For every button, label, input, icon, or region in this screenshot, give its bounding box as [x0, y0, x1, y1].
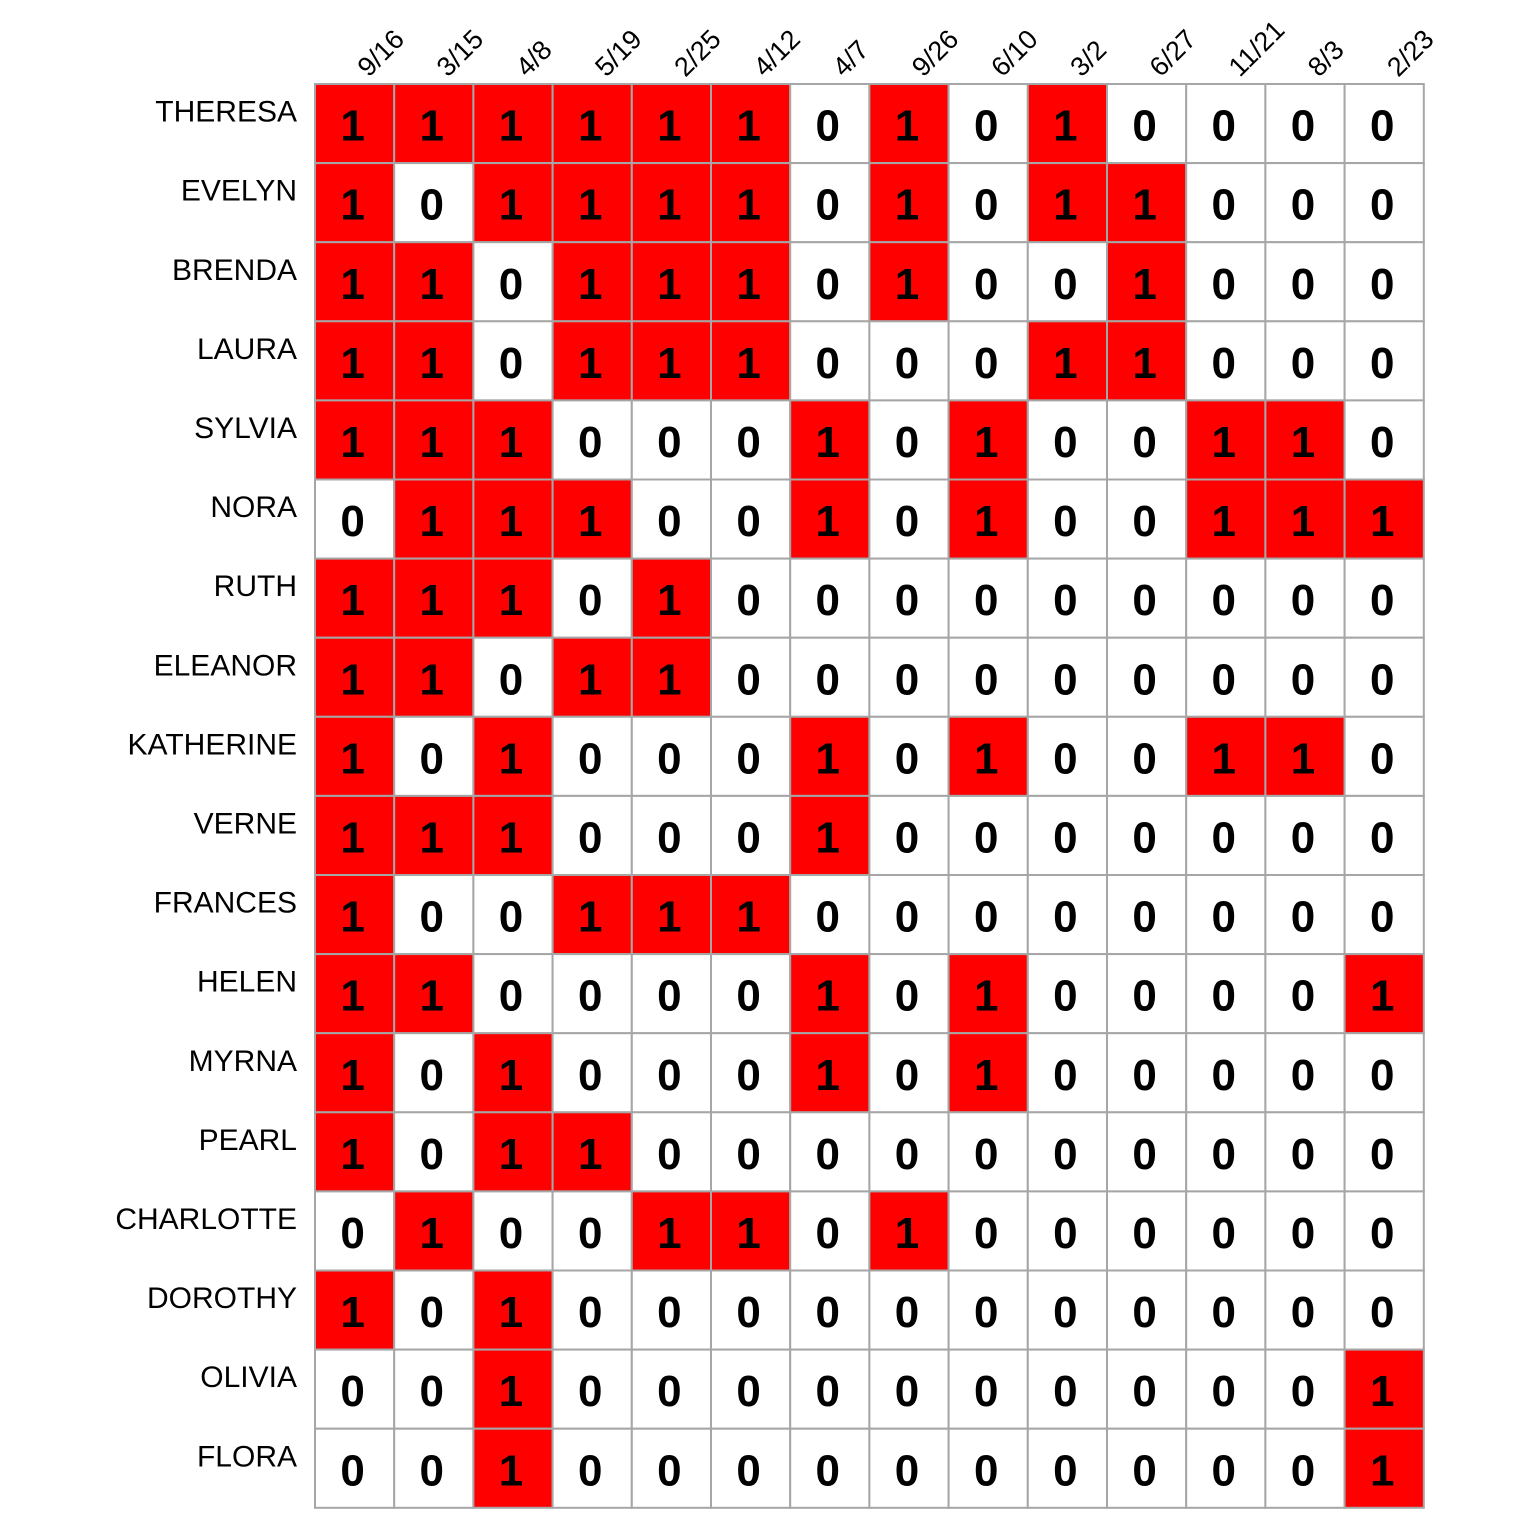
row-label: EVELYN	[180, 174, 297, 208]
column-label: 3/2	[1064, 34, 1113, 83]
cell-value: 0	[340, 1208, 365, 1258]
cell-value: 1	[340, 259, 365, 309]
cell-value: 0	[1211, 576, 1237, 626]
cell-value: 1	[577, 892, 603, 942]
cell-value: 1	[340, 655, 365, 705]
cell-value: 1	[498, 1446, 524, 1496]
row-label: NORA	[210, 491, 297, 525]
cell-value: 0	[815, 338, 841, 388]
cell-value: 0	[736, 576, 761, 626]
cell-value: 1	[736, 338, 761, 388]
cell-value: 0	[815, 1367, 841, 1417]
cell-value: 0	[1053, 734, 1078, 784]
cell-value: 1	[1369, 497, 1395, 547]
cell-value: 0	[736, 813, 761, 863]
cell-value: 0	[577, 1050, 603, 1100]
cell-value: 1	[1211, 417, 1237, 467]
cell-value: 0	[657, 1050, 682, 1100]
row-labels	[115, 96, 297, 1474]
cell-value: 0	[1053, 1367, 1078, 1417]
cell-value: 0	[1369, 1050, 1395, 1100]
cell-value: 0	[1369, 180, 1395, 230]
cell-value: 0	[815, 655, 841, 705]
cell-value: 1	[577, 180, 603, 230]
cell-value: 0	[1290, 1367, 1316, 1417]
cell-value: 1	[973, 1050, 999, 1100]
cell-value: 1	[340, 813, 365, 863]
cell-value: 0	[815, 101, 841, 151]
cell-value: 0	[1369, 1288, 1395, 1338]
cell-value: 1	[736, 259, 761, 309]
cell-value: 0	[419, 1050, 445, 1100]
row-label: PEARL	[198, 1123, 297, 1157]
cell-value: 0	[498, 892, 524, 942]
cell-value: 0	[419, 180, 445, 230]
cell-value: 0	[577, 734, 603, 784]
cell-value: 1	[419, 813, 445, 863]
cell-value: 0	[577, 1208, 603, 1258]
cell-value: 1	[1211, 497, 1237, 547]
cell-value: 1	[657, 338, 682, 388]
cell-value: 1	[498, 1129, 524, 1179]
cell-value: 1	[1053, 338, 1078, 388]
cell-value: 0	[1053, 576, 1078, 626]
cell-value: 1	[498, 417, 524, 467]
cell-value: 0	[1369, 655, 1395, 705]
column-label: 2/25	[668, 23, 727, 83]
cell-value: 1	[340, 1129, 365, 1179]
cell-value: 0	[657, 813, 682, 863]
cell-value: 1	[340, 1050, 365, 1100]
cell-value: 0	[894, 1288, 920, 1338]
cell-value: 1	[894, 101, 920, 151]
cell-value: 0	[498, 338, 524, 388]
cell-value: 0	[577, 576, 603, 626]
cell-value: 0	[1132, 892, 1157, 942]
cell-value: 0	[657, 497, 682, 547]
cell-value: 1	[736, 180, 761, 230]
cell-value: 0	[657, 1129, 682, 1179]
cell-value: 0	[1211, 892, 1237, 942]
cell-value: 0	[1211, 1208, 1237, 1258]
cell-value: 1	[419, 576, 445, 626]
cell-value: 0	[1290, 971, 1316, 1021]
cell-value: 0	[1369, 892, 1395, 942]
cell-value: 1	[577, 497, 603, 547]
cell-value: 1	[419, 338, 445, 388]
cell-value: 0	[815, 576, 841, 626]
cell-value: 0	[736, 417, 761, 467]
cell-value: 0	[736, 1367, 761, 1417]
cell-value: 1	[815, 971, 841, 1021]
cell-value: 1	[419, 655, 445, 705]
cell-value: 0	[657, 1367, 682, 1417]
column-label: 2/23	[1381, 23, 1440, 83]
cell-value: 1	[973, 417, 999, 467]
row-label: OLIVIA	[200, 1361, 297, 1395]
column-label: 4/8	[510, 34, 558, 83]
cell-value: 0	[1369, 259, 1395, 309]
cell-value: 1	[1132, 180, 1157, 230]
cell-value: 0	[657, 734, 682, 784]
cell-value: 1	[1211, 734, 1237, 784]
row-label: FLORA	[196, 1440, 297, 1474]
cell-value: 0	[577, 1367, 603, 1417]
cell-value: 0	[1132, 101, 1157, 151]
column-label: 4/7	[826, 34, 875, 83]
row-label: LAURA	[196, 332, 297, 366]
cell-value: 0	[1211, 1288, 1237, 1338]
cell-value: 0	[657, 1446, 682, 1496]
cell-value: 0	[815, 892, 841, 942]
cell-value: 0	[1290, 892, 1316, 942]
cell-value: 0	[1211, 180, 1237, 230]
cell-value: 1	[973, 497, 999, 547]
cell-value: 0	[736, 655, 761, 705]
cell-value: 0	[973, 1208, 999, 1258]
cell-value: 0	[1132, 813, 1157, 863]
cell-value: 0	[419, 734, 445, 784]
cell-value: 0	[973, 892, 999, 942]
column-label: 9/16	[351, 23, 411, 83]
cell-value: 0	[577, 813, 603, 863]
cell-value: 1	[657, 655, 682, 705]
cell-value: 1	[736, 892, 761, 942]
cell-value: 0	[894, 655, 920, 705]
cell-value: 0	[894, 576, 920, 626]
cell-value: 0	[1369, 576, 1395, 626]
cell-value: 0	[1290, 1208, 1316, 1258]
cell-value: 0	[894, 813, 920, 863]
cell-value: 1	[815, 813, 841, 863]
cell-value: 0	[1132, 1288, 1157, 1338]
cell-value: 0	[1369, 338, 1395, 388]
cell-value: 0	[1132, 1129, 1157, 1179]
cell-value: 1	[577, 259, 603, 309]
cell-value: 1	[577, 655, 603, 705]
cell-value: 1	[1132, 338, 1157, 388]
cell-value: 1	[973, 971, 999, 1021]
cell-value: 0	[736, 497, 761, 547]
cell-value: 0	[736, 1446, 761, 1496]
cell-value: 1	[657, 259, 682, 309]
cell-value: 0	[419, 1367, 445, 1417]
cell-value: 1	[340, 576, 365, 626]
cell-value: 1	[498, 497, 524, 547]
cell-value: 1	[498, 813, 524, 863]
heatmap-cells	[315, 84, 1424, 1508]
cell-value: 1	[498, 1367, 524, 1417]
cell-value: 0	[1132, 576, 1157, 626]
column-labels	[352, 15, 1440, 83]
cell-value: 0	[1053, 1446, 1078, 1496]
cell-value: 0	[577, 1446, 603, 1496]
cell-value: 1	[340, 417, 365, 467]
cell-value: 1	[340, 180, 365, 230]
cell-value: 1	[340, 734, 365, 784]
row-label: HELEN	[196, 965, 297, 999]
cell-value: 0	[973, 101, 999, 151]
cell-value: 0	[973, 338, 999, 388]
cell-value: 0	[1053, 259, 1078, 309]
cell-value: 1	[419, 417, 445, 467]
cell-value: 0	[736, 1050, 761, 1100]
cell-value: 0	[815, 1208, 841, 1258]
cell-value: 0	[1290, 813, 1316, 863]
cell-value: 1	[340, 101, 365, 151]
cell-value: 0	[419, 1288, 445, 1338]
row-label: VERNE	[193, 807, 297, 841]
cell-value: 0	[577, 1288, 603, 1338]
cell-value: 1	[577, 101, 603, 151]
row-label: FRANCES	[153, 886, 297, 920]
cell-value: 0	[498, 1208, 524, 1258]
cell-value: 1	[498, 180, 524, 230]
cell-value: 0	[1132, 1208, 1157, 1258]
cell-value: 0	[1132, 1050, 1157, 1100]
cell-value: 1	[815, 497, 841, 547]
cell-value: 0	[340, 1367, 365, 1417]
cell-value: 0	[1211, 1050, 1237, 1100]
cell-value: 0	[1132, 1446, 1157, 1496]
cell-value: 0	[973, 1129, 999, 1179]
cell-value: 0	[1053, 1129, 1078, 1179]
cell-value: 0	[1053, 813, 1078, 863]
cell-value: 0	[498, 655, 524, 705]
cell-value: 0	[894, 1129, 920, 1179]
cell-value: 1	[419, 971, 445, 1021]
cell-value: 0	[894, 497, 920, 547]
cell-value: 1	[894, 259, 920, 309]
cell-value: 0	[1053, 1288, 1078, 1338]
cell-value: 0	[1132, 417, 1157, 467]
cell-value: 1	[657, 1208, 682, 1258]
cell-value: 1	[1369, 1446, 1395, 1496]
row-label: MYRNA	[188, 1044, 297, 1078]
cell-value: 0	[973, 1288, 999, 1338]
cell-value: 0	[815, 1446, 841, 1496]
cell-value: 1	[894, 1208, 920, 1258]
cell-value: 0	[973, 259, 999, 309]
cell-value: 0	[1132, 971, 1157, 1021]
cell-value: 1	[340, 338, 365, 388]
cell-value: 0	[419, 1129, 445, 1179]
cell-value: 0	[973, 813, 999, 863]
cell-value: 1	[498, 576, 524, 626]
row-label: KATHERINE	[127, 728, 297, 762]
cell-value: 1	[657, 576, 682, 626]
cell-value: 1	[419, 497, 445, 547]
cell-value: 0	[419, 1446, 445, 1496]
cell-value: 1	[736, 101, 761, 151]
cell-value: 1	[419, 259, 445, 309]
cell-value: 0	[577, 971, 603, 1021]
cell-value: 0	[894, 1367, 920, 1417]
column-label: 6/10	[985, 23, 1044, 83]
cell-value: 0	[1211, 259, 1237, 309]
cell-value: 0	[1290, 338, 1316, 388]
cell-value: 0	[419, 892, 445, 942]
cell-value: 0	[657, 1288, 682, 1338]
cell-value: 0	[1132, 1367, 1157, 1417]
cell-value: 0	[973, 1367, 999, 1417]
cell-value: 1	[1290, 497, 1316, 547]
cell-value: 0	[736, 1129, 761, 1179]
cell-value: 0	[1053, 655, 1078, 705]
cell-value: 0	[498, 259, 524, 309]
cell-value: 0	[894, 734, 920, 784]
cell-value: 0	[894, 971, 920, 1021]
cell-value: 0	[894, 1050, 920, 1100]
cell-value: 0	[1211, 1446, 1237, 1496]
cell-value: 0	[1053, 1050, 1078, 1100]
cell-value: 0	[1132, 655, 1157, 705]
cell-value: 1	[577, 1129, 603, 1179]
cell-value: 0	[498, 971, 524, 1021]
cell-value: 1	[498, 734, 524, 784]
column-label: 8/3	[1302, 34, 1350, 83]
cell-value: 0	[1290, 576, 1316, 626]
cell-value: 1	[340, 1288, 365, 1338]
cell-value: 0	[736, 734, 761, 784]
cell-value: 0	[340, 497, 365, 547]
cell-value: 0	[577, 417, 603, 467]
cell-value: 0	[1132, 497, 1157, 547]
cell-value: 0	[1290, 101, 1316, 151]
row-label: RUTH	[213, 570, 297, 604]
cell-value: 0	[1053, 497, 1078, 547]
cell-value: 0	[1132, 734, 1157, 784]
cell-value: 0	[1369, 813, 1395, 863]
cell-value: 1	[1132, 259, 1157, 309]
cell-value: 1	[815, 1050, 841, 1100]
cell-value: 1	[1290, 734, 1316, 784]
column-label: 5/19	[589, 23, 648, 83]
cell-value: 1	[419, 101, 445, 151]
cell-value: 1	[657, 180, 682, 230]
cell-value: 0	[973, 576, 999, 626]
row-label: THERESA	[155, 95, 297, 129]
cell-value: 0	[1211, 1367, 1237, 1417]
cell-value: 1	[419, 1208, 445, 1258]
column-label: 9/26	[906, 23, 965, 83]
cell-value: 1	[577, 338, 603, 388]
cell-value: 0	[1290, 1446, 1316, 1496]
cell-value: 0	[973, 655, 999, 705]
cell-value: 0	[973, 1446, 999, 1496]
cell-value: 1	[1369, 971, 1395, 1021]
cell-value: 1	[498, 1050, 524, 1100]
cell-value: 0	[1290, 259, 1316, 309]
cell-value: 0	[736, 971, 761, 1021]
cell-value: 1	[1290, 417, 1316, 467]
cell-value: 1	[894, 180, 920, 230]
cell-value: 0	[657, 417, 682, 467]
cell-value: 0	[1369, 101, 1395, 151]
cell-value: 0	[1211, 101, 1237, 151]
cell-value: 0	[815, 1129, 841, 1179]
column-label: 6/27	[1143, 23, 1203, 83]
cell-value: 1	[340, 971, 365, 1021]
cell-value: 0	[1211, 1129, 1237, 1179]
cell-value: 0	[1053, 892, 1078, 942]
cell-value: 0	[1211, 655, 1237, 705]
row-label: ELEANOR	[153, 649, 297, 683]
column-label: 3/15	[430, 23, 490, 83]
cell-value: 0	[894, 1446, 920, 1496]
cell-value: 1	[657, 892, 682, 942]
column-label: 11/21	[1222, 14, 1291, 83]
cell-value: 0	[894, 892, 920, 942]
cell-value: 1	[340, 892, 365, 942]
cell-value: 0	[1290, 180, 1316, 230]
row-label: DOROTHY	[147, 1282, 297, 1316]
cell-value: 0	[1290, 1050, 1316, 1100]
cell-value: 0	[1211, 338, 1237, 388]
cell-value: 1	[657, 101, 682, 151]
cell-value: 0	[1369, 734, 1395, 784]
cell-value: 1	[815, 417, 841, 467]
cell-value: 0	[1369, 1129, 1395, 1179]
cell-value: 0	[1211, 813, 1237, 863]
cell-value: 0	[1290, 655, 1316, 705]
cell-value: 0	[1290, 1129, 1316, 1179]
row-label: CHARLOTTE	[115, 1202, 297, 1236]
column-label: 4/12	[747, 23, 807, 83]
row-label: BRENDA	[171, 253, 297, 287]
cell-value: 1	[736, 1208, 761, 1258]
cell-value: 1	[815, 734, 841, 784]
cell-value: 0	[973, 180, 999, 230]
cell-value: 0	[1053, 1208, 1078, 1258]
cell-value: 0	[657, 971, 682, 1021]
cell-value: 0	[894, 417, 920, 467]
cell-value: 0	[1290, 1288, 1316, 1338]
cell-value: 1	[1053, 101, 1078, 151]
cell-value: 1	[973, 734, 999, 784]
cell-value: 0	[815, 180, 841, 230]
cell-value: 0	[1211, 971, 1237, 1021]
cell-value: 0	[340, 1446, 365, 1496]
cell-value: 0	[1053, 417, 1078, 467]
cell-value: 0	[894, 338, 920, 388]
cell-value: 0	[1369, 1208, 1395, 1258]
cell-value: 0	[1053, 971, 1078, 1021]
cell-value: 1	[1053, 180, 1078, 230]
cell-value: 1	[498, 1288, 524, 1338]
cell-value: 0	[815, 259, 841, 309]
cell-value: 0	[1369, 417, 1395, 467]
cell-value: 1	[498, 101, 524, 151]
cell-value: 1	[1369, 1367, 1395, 1417]
cell-value: 0	[736, 1288, 761, 1338]
row-label: SYLVIA	[194, 411, 297, 445]
cell-value: 0	[815, 1288, 841, 1338]
